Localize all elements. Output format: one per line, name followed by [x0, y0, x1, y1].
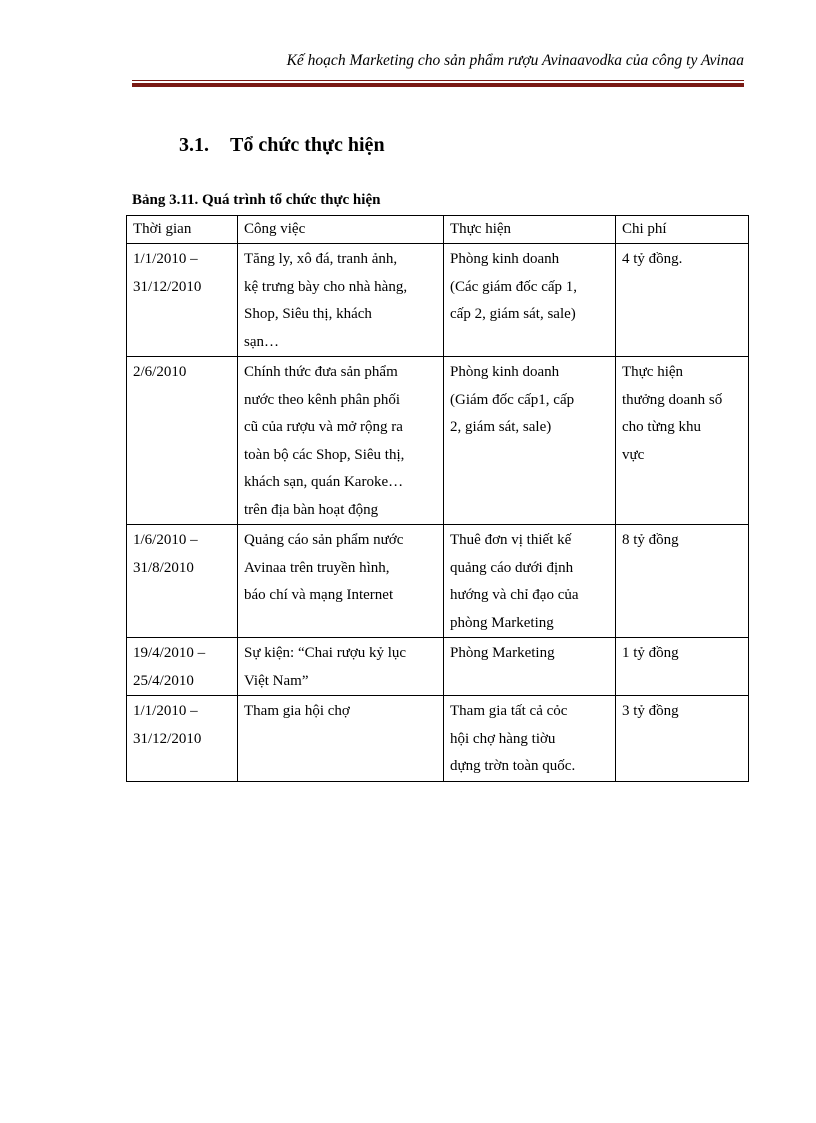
cell-line: 1/1/2010 – [133, 251, 198, 267]
cell-line: thưởng doanh số [622, 391, 723, 408]
cell-line: khách sạn, quán Karoke… [244, 474, 404, 490]
cell-line: 1/1/2010 – [133, 703, 198, 719]
cell-line: kệ trưng bày cho nhà hàng, [244, 278, 408, 295]
cell-line: 1 tỷ đồng [622, 645, 679, 661]
cell-task [238, 638, 444, 696]
cell-task [238, 357, 444, 525]
header-task: Công việc [238, 216, 444, 244]
cell-executor [444, 244, 616, 357]
cell-line: Phòng Marketing [450, 645, 555, 661]
cell-line: dựng trờn toàn quốc. [450, 758, 576, 774]
cell-cost [616, 357, 749, 525]
section-number: 3.1. [179, 134, 209, 156]
cell-time [127, 525, 238, 638]
cell-task [238, 244, 444, 357]
cell-line: Phòng kinh doanh [450, 251, 560, 267]
cell-time [127, 638, 238, 696]
section-heading [179, 132, 385, 158]
cell-task [238, 525, 444, 638]
cell-line: 31/12/2010 [133, 730, 202, 747]
cell-line: Thực hiện [622, 364, 684, 380]
cell-line: quảng cáo dưới định [450, 559, 574, 576]
cell-line: vực [622, 446, 645, 463]
cell-line: Phòng kinh doanh [450, 364, 560, 380]
cell-line: hướng và chỉ đạo của [450, 587, 579, 603]
implementation-table [126, 215, 749, 782]
cell-line: 2, giám sát, sale) [450, 419, 552, 435]
cell-time [127, 244, 238, 357]
cell-line: Shop, Siêu thị, khách [244, 306, 372, 322]
cell-line: Avinaa trên truyền hình, [244, 559, 390, 576]
table-caption: Bảng 3.11. Quá trình tổ chức thực hiện [132, 192, 381, 208]
cell-line: báo chí và mạng Internet [244, 587, 394, 603]
section-title: Tổ chức thực hiện [230, 134, 385, 156]
table-header-row [127, 216, 749, 244]
cell-line: phòng Marketing [450, 614, 554, 631]
cell-line: Chính thức đưa sản phẩm [244, 364, 398, 380]
cell-line: 8 tỷ đồng [622, 532, 679, 548]
cell-cost [616, 244, 749, 357]
cell-line: 3 tỷ đồng [622, 703, 679, 719]
running-header: Kế hoạch Marketing cho sản phẩm rượu Avinaavodka của công ty Avinaa [286, 52, 744, 69]
cell-line: cấp 2, giám sát, sale) [450, 306, 576, 322]
cell-cost [616, 525, 749, 638]
cell-line: trên địa bàn hoạt động [244, 501, 379, 518]
header-executor: Thực hiện [444, 216, 616, 244]
cell-cost [616, 638, 749, 696]
cell-line: Sự kiện: “Chai rượu kỷ lục [244, 645, 407, 661]
cell-line: 4 tỷ đồng. [622, 251, 683, 267]
cell-line: cho từng khu [622, 419, 701, 435]
cell-line: Việt Nam” [244, 672, 309, 689]
cell-time [127, 696, 238, 782]
cell-executor [444, 525, 616, 638]
cell-task [238, 696, 444, 782]
cell-time [127, 357, 238, 525]
cell-line: Quảng cáo sản phẩm nước [244, 532, 404, 548]
cell-line: Thuê đơn vị thiết kế [450, 532, 572, 548]
table-row [127, 244, 749, 357]
cell-line: 19/4/2010 – [133, 645, 206, 661]
cell-executor [444, 696, 616, 782]
cell-line: 31/8/2010 [133, 559, 194, 576]
header-time: Thời gian [127, 216, 238, 244]
table-row [127, 638, 749, 696]
table-row [127, 525, 749, 638]
cell-line: Tăng ly, xô đá, tranh ảnh, [244, 251, 398, 267]
cell-executor [444, 638, 616, 696]
cell-line: 25/4/2010 [133, 672, 194, 689]
cell-line: toàn bộ các Shop, Siêu thị, [244, 446, 405, 463]
cell-line: nước theo kênh phân phối [244, 391, 401, 408]
header-rule-thick [132, 83, 744, 87]
header-cost: Chi phí [616, 216, 749, 244]
cell-line: 31/12/2010 [133, 278, 202, 295]
cell-line: Tham gia hội chợ [244, 703, 350, 719]
cell-line: Tham gia tất cả cỏc [450, 703, 568, 719]
cell-line: hội chợ hàng tiờu [450, 730, 556, 747]
cell-cost [616, 696, 749, 782]
cell-line: (Các giám đốc cấp 1, [450, 278, 578, 295]
table-row [127, 696, 749, 782]
cell-executor [444, 357, 616, 525]
cell-line: (Giám đốc cấp1, cấp [450, 391, 575, 408]
header-rule-thin [132, 80, 744, 81]
cell-line: cũ của rượu và mở rộng ra [244, 419, 403, 435]
cell-line: sạn… [244, 333, 279, 350]
cell-line: 1/6/2010 – [133, 532, 198, 548]
cell-line: 2/6/2010 [133, 364, 187, 380]
table-row [127, 357, 749, 525]
